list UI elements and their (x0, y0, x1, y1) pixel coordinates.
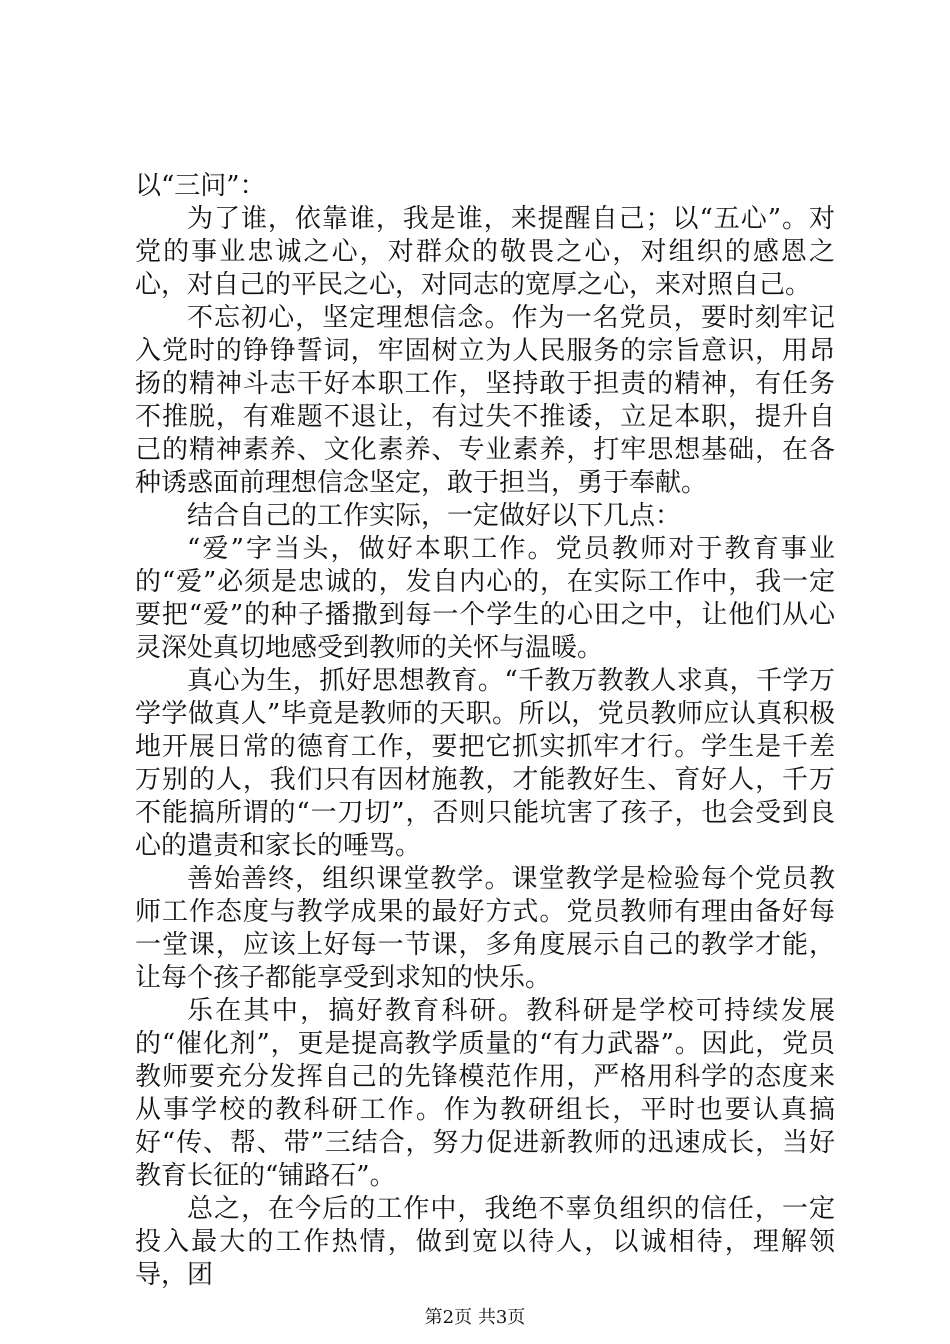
paragraph-8: 乐在其中，搞好教育科研。教科研是学校可持续发展的“催化剂”，更是提高教学质量的“有力武器”。因此，党员教师要充分发挥自己的先锋模范作用，严格用科学的态度来从事学校的教科研工作。作为教研组长，平时也要认真搞好“传、帮、带”三结合，努力促进新教师的迅速成长，当好教育长征的“铺路石”。 (135, 996, 835, 1191)
paragraph-1: 以“三问”： (135, 171, 266, 201)
paragraph-5: “爱”字当头，做好本职工作。党员教师对于教育事业的“爱”必须是忠诚的，发自内心的，在实际工作中，我一定要把“爱”的种子播撒到每一个学生的心田之中，让他们从心灵深处真切地感受到教师的关怀与温暖。 (135, 534, 835, 663)
paragraph-4: 结合自己的工作实际，一定做好以下几点： (187, 501, 682, 531)
document-body (135, 170, 835, 1292)
paragraph-2: 为了谁，依靠谁，我是谁，来提醒自己；以“五心”。对党的事业忠诚之心，对群众的敬畏之心，对组织的感恩之心，对自己的平民之心，对同志的宽厚之心，来对照自己。 (135, 204, 835, 300)
paragraph-3: 不忘初心，坚定理想信念。作为一名党员，要时刻牢记入党时的铮铮誓词，牢固树立为人民服务的宗旨意识，用昂扬的精神斗志干好本职工作，坚持敢于担责的精神，有任务不推脱，有难题不退让，有过失不推诿，立足本职，提升自己的精神素养、文化素养、专业素养，打牢思想基础，在各种诱惑面前理想信念坚定，敢于担当，勇于奉献。 (135, 303, 835, 498)
page-number-footer: 第2页 共3页 (424, 1307, 526, 1328)
paragraph-7: 善始善终，组织课堂教学。课堂教学是检验每个党员教师工作态度与教学成果的最好方式。党员教师有理由备好每一堂课，应该上好每一节课，多角度展示自己的教学才能，让每个孩子都能享受到求知的快乐。 (135, 864, 835, 993)
paragraph-6: 真心为生，抓好思想教育。“千教万教教人求真，千学万学学做真人”毕竟是教师的天职。所以，党员教师应认真积极地开展日常的德育工作，要把它抓实抓牢才行。学生是千差万别的人，我们只有因材施教，才能教好生、育好人，千万不能搞所谓的“一刀切”，否则只能坑害了孩子，也会受到良心的遣责和家长的唾骂。 (135, 666, 835, 861)
paragraph-9: 总之，在今后的工作中，我绝不辜负组织的信任，一定投入最大的工作热情，做到宽以待人，以诚相待，理解领导，团 (135, 1194, 835, 1290)
